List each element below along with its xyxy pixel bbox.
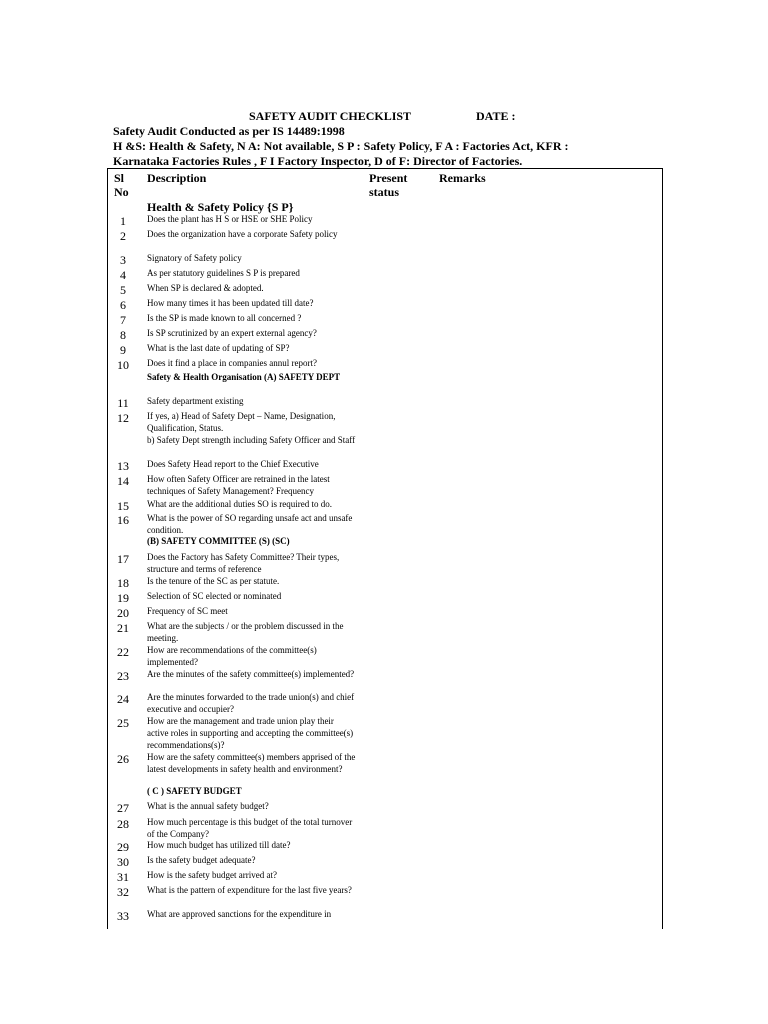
row-number: 6	[120, 298, 126, 312]
row-number: 17	[117, 552, 129, 566]
row-number: 21	[117, 621, 129, 635]
row-description: What is the pattern of expenditure for the last five years?	[147, 885, 352, 895]
row-number: 3	[120, 253, 126, 267]
row-number: 32	[117, 885, 129, 899]
row-description: How is the safety budget arrived at?	[147, 870, 277, 880]
row-number: 12	[117, 411, 129, 425]
row-number: 16	[117, 513, 129, 527]
section-organisation: Safety & Health Organisation (A) SAFETY DEPT	[147, 372, 341, 382]
date-label: DATE :	[476, 109, 516, 123]
row-number: 25	[117, 716, 129, 730]
row-number: 27	[117, 801, 129, 815]
row-number: 30	[117, 855, 129, 869]
row-description: Safety department existing	[147, 396, 244, 406]
row-description: What is the last date of updating of SP?	[147, 343, 290, 353]
abbreviations-line-2: Karnataka Factories Rules , F I Factory Inspector, D of F: Director of Factories.	[113, 154, 523, 168]
col-status: status	[369, 185, 400, 199]
col-description: Description	[147, 171, 207, 185]
row-description: What is the annual safety budget?	[147, 801, 269, 811]
row-description: How are the safety committee(s) members apprised of the latest developments in safety health and environment?	[147, 752, 356, 774]
row-number: 14	[117, 474, 129, 488]
row-description: Is the tenure of the SC as per statute.	[147, 576, 280, 586]
row-description: Does the Factory has Safety Committee? Their types, structure and terms of reference	[147, 552, 340, 574]
row-description: Does Safety Head report to the Chief Executive	[147, 459, 319, 469]
row-number: 1	[120, 214, 126, 228]
row-number: 29	[117, 840, 129, 854]
row-number: 20	[117, 606, 129, 620]
row-description: How are the management and trade union play their active roles in supporting and accepting the committee(s) recommendations(s)?	[147, 716, 354, 750]
section-committee: (B) SAFETY COMMITTEE (S) (SC)	[147, 536, 290, 546]
row-description: How are recommendations of the committee(s) implemented?	[147, 645, 317, 667]
row-number: 26	[117, 752, 129, 766]
abbreviations-line: H &S: Health & Safety, N A: Not available, S P : Safety Policy, F A : Factories Act, KFR :	[113, 139, 569, 153]
row-number: 10	[117, 358, 129, 372]
row-description: Does the organization have a corporate Safety policy	[147, 229, 338, 239]
row-description: Are the minutes forwarded to the trade union(s) and chief executive and occupier?	[147, 692, 355, 714]
row-number: 7	[120, 313, 126, 327]
row-number: 4	[120, 268, 126, 282]
row-description: What is the power of SO regarding unsafe act and unsafe condition.	[147, 513, 353, 535]
row-description: Does it find a place in companies annul report?	[147, 358, 317, 368]
row-description: Is the SP is made known to all concerned ?	[147, 313, 302, 323]
row-number: 2	[120, 229, 126, 243]
row-number: 13	[117, 459, 129, 473]
row-number: 31	[117, 870, 129, 884]
row-description: Signatory of Safety policy	[147, 253, 242, 263]
row-number: 8	[120, 328, 126, 342]
row-number: 24	[117, 692, 129, 706]
col-sl: Sl	[114, 171, 125, 185]
row-description: When SP is declared & adopted.	[147, 283, 264, 293]
col-no: No	[114, 185, 129, 199]
row-description: Is the safety budget adequate?	[147, 855, 256, 865]
col-remarks: Remarks	[439, 171, 486, 185]
section-policy: Health & Safety Policy {S P}	[147, 200, 294, 214]
row-number: 11	[117, 396, 129, 410]
row-number: 28	[117, 817, 129, 831]
row-number: 33	[117, 909, 129, 923]
row-description: Are the minutes of the safety committee(s) implemented?	[147, 669, 355, 679]
row-description: Frequency of SC meet	[147, 606, 228, 616]
row-description: How much percentage is this budget of the total turnover of the Company?	[147, 817, 353, 839]
row-description: What are approved sanctions for the expenditure in	[147, 909, 332, 919]
row-description: b) Safety Dept strength including Safety Officer and Staff	[147, 435, 356, 445]
row-description: If yes, a) Head of Safety Dept – Name, Designation, Qualification, Status.	[147, 411, 336, 433]
row-number: 23	[117, 669, 129, 683]
row-number: 15	[117, 499, 129, 513]
row-description: How many times it has been updated till date?	[147, 298, 314, 308]
row-number: 19	[117, 591, 129, 605]
row-description: What are the subjects / or the problem discussed in the meeting.	[147, 621, 344, 643]
row-description: How often Safety Officer are retrained in the latest techniques of Safety Management? Frequency	[147, 474, 330, 496]
row-number: 18	[117, 576, 129, 590]
audit-standard-line: Safety Audit Conducted as per IS 14489:1998	[113, 124, 345, 138]
col-present: Present	[369, 171, 408, 185]
row-description: Is SP scrutinized by an expert external agency?	[147, 328, 317, 338]
row-description: How much budget has utilized till date?	[147, 840, 291, 850]
checklist-table	[107, 168, 663, 929]
row-description: What are the additional duties SO is required to do.	[147, 499, 332, 509]
row-number: 9	[120, 343, 126, 357]
row-description: Does the plant has H S or HSE or SHE Policy	[147, 214, 313, 224]
row-description: Selection of SC elected or nominated	[147, 591, 282, 601]
section-budget: ( C ) SAFETY BUDGET	[147, 786, 242, 796]
row-description: As per statutory guidelines S P is prepared	[147, 268, 300, 278]
row-number: 5	[120, 283, 126, 297]
document-title: SAFETY AUDIT CHECKLIST	[249, 109, 412, 123]
row-number: 22	[117, 645, 129, 659]
